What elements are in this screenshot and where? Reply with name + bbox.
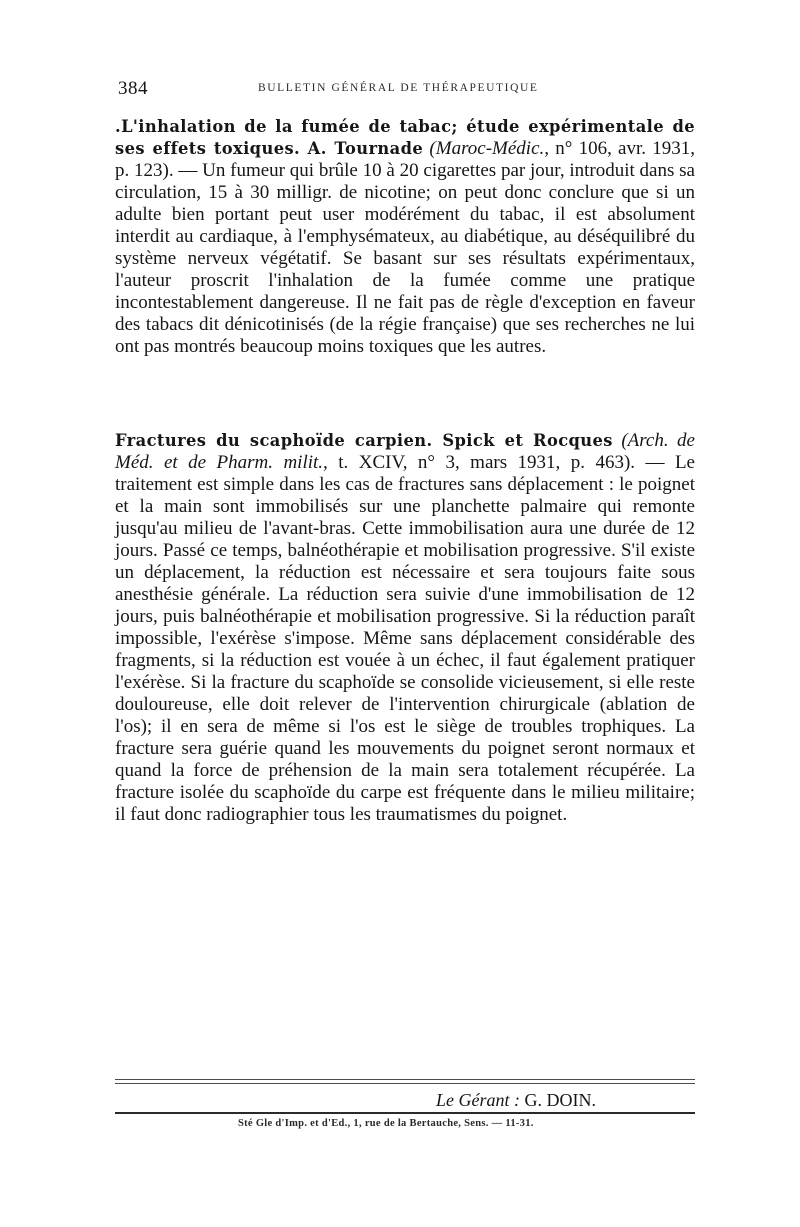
gerant-signature [436,1090,596,1111]
footer-rule [115,1079,695,1080]
article-source: (Arch. de Méd. et de Pharm. milit., [115,430,695,473]
gerant-label: Le Gérant : [436,1090,520,1110]
footer-rule [115,1083,695,1084]
article-scaphoid-fractures [115,430,695,826]
page-number: 384 [118,78,148,99]
page-header [118,78,698,100]
gerant-name: G. DOIN. [524,1090,596,1110]
article-source: (Maroc-Médic., [429,138,549,159]
running-title: BULLETIN GÉNÉRAL DE THÉRAPEUTIQUE [258,82,539,94]
article-title: .L'inhalation de la fumée de tabac; étude expérimentale de ses effets toxiques. A. Tournade [115,117,695,158]
printer-imprint: Sté Gle d'Imp. et d'Ed., 1, rue de la Bertauche, Sens. — 11-31. [238,1118,534,1129]
article-paragraph [115,430,695,826]
article-body: n° 106, avr. 1931, p. 123). — Un fumeur qui brûle 10 à 20 cigarettes par jour, introduit dans sa circulation, 15 à 30 milligr. de nicotine; on peut donc conclure que si un adulte bien portant peut user modérément du tabac, il est absolument interdit au cardiaque, à l'emphysémateux, au diabétique, au déséquilibré du système nerveux végétatif. Se basant sur ses résultats expérimentaux, l'auteur proscrit l'inhalation de la fumée comme une pratique incontestablement dangereuse. Il ne fait pas de règle d'exception en faveur des tabacs dit dénicotinisés (de la régie française) que ses recherches ne lui ont pas montrés beaucoup moins toxiques que les autres. [115,138,696,357]
article-title: Fractures du scaphoïde carpien. Spick et Rocques [115,431,613,450]
article-paragraph [115,116,695,358]
article-tobacco-inhalation [115,116,695,358]
footer-rule [115,1112,695,1114]
article-body: t. XCIV, n° 3, mars 1931, p. 463). — Le traitement est simple dans les cas de fractures sans déplacement : le poignet et la main sont immobilisés sur une planchette palmaire qui remonte jusqu'au milieu de l'avant-bras. Cette immobilisation aura une durée de 12 jours. Passé ce temps, balnéothérapie et mobilisation progressive. S'il existe un déplacement, la réduction est nécessaire et sera toujours faite sous anesthésie générale. La réduction sera suivie d'une immobilisation de 12 jours, puis balnéothérapie et mobilisation progressive. Si la réduction paraît impossible, l'exérèse s'impose. Même sans déplacement considérable des fragments, si la réduction est vouée à un échec, il faut également pratiquer l'exérèse. Si la fracture du scaphoïde se consolide vicieusement, si elle reste douloureuse, elle doit relever de l'intervention chirurgicale (ablation de l'os); il en sera de même si l'os est le siège de troubles trophiques. La fracture sera guérie quand les mouvements du poignet seront normaux et quand la force de préhension de la main sera totalement récupérée. La fracture isolée du scaphoïde du carpe est fréquente dans le milieu militaire; il faut donc radiographier tous les traumatismes du poignet. [115,452,695,825]
